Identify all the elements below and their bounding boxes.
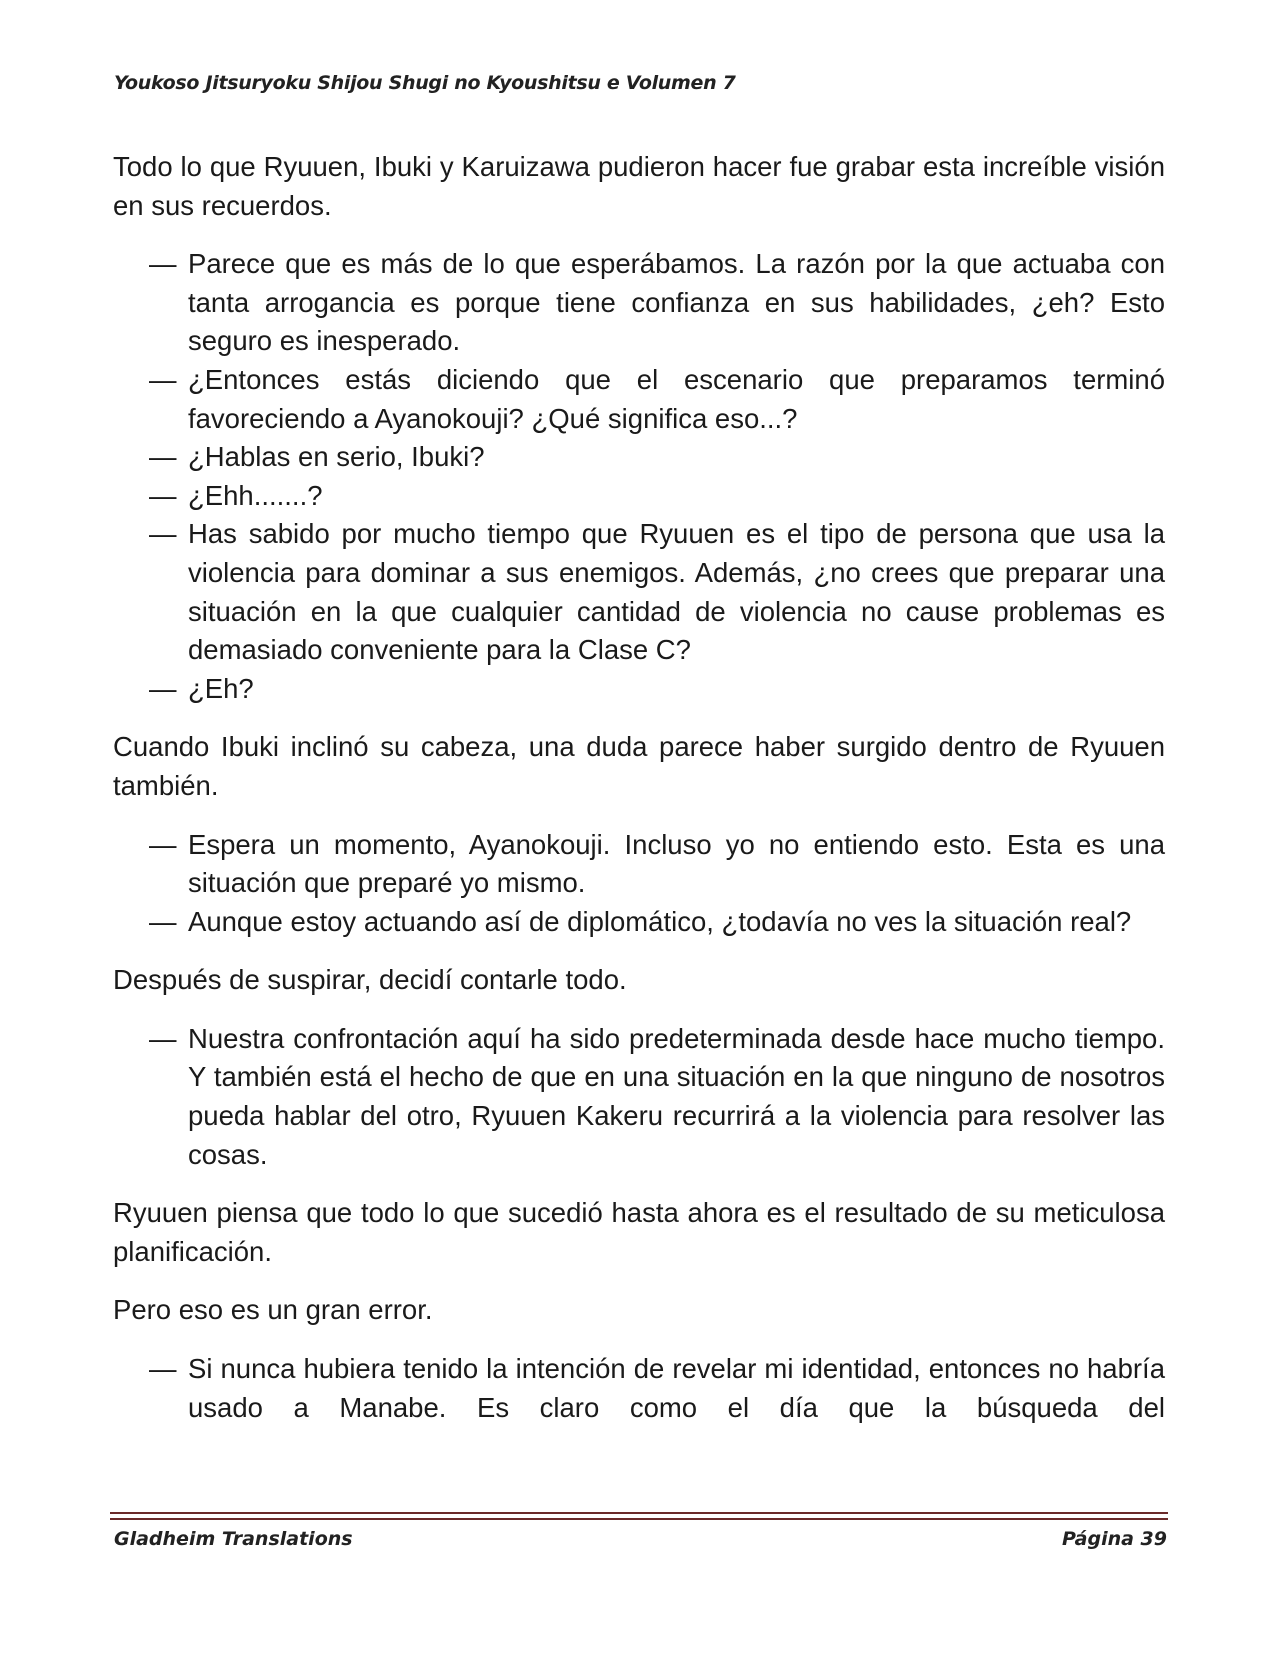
footer-rule [110,1512,1168,1520]
dialogue-dash: — [149,479,177,511]
dialogue-block [113,826,1165,942]
dialogue-line [149,1350,1165,1427]
dialogue-line [149,477,1165,516]
dialogue-text: Nuestra confrontación aquí ha sido predeterminada desde hace mucho tiempo. Y también está el hecho de que en una situación en la que ninguno de nosotros pueda hablar del otro, Ryuuen Kakeru recurrirá a la violencia para resolver las cosas. [188,1022,1165,1170]
dialogue-dash: — [149,672,177,704]
dialogue-dash: — [149,248,177,280]
dialogue-text: ¿Hablas en serio, Ibuki? [188,441,485,473]
dialogue-dash: — [149,1353,177,1385]
running-header: Youkoso Jitsuryoku Shijou Shugi no Kyoushitsu e Volumen 7 [114,72,736,94]
dialogue-line [149,1020,1165,1174]
dialogue-dash: — [149,518,177,550]
dialogue-line [149,438,1165,477]
paragraph: Todo lo que Ryuuen, Ibuki y Karuizawa pudieron hacer fue grabar esta increíble visión en sus recuerdos. [113,151,1165,221]
dialogue-line [149,903,1165,942]
dialogue-dash: — [149,905,177,937]
dialogue-line [149,245,1165,361]
dialogue-text: Has sabido por mucho tiempo que Ryuuen es el tipo de persona que usa la violencia para dominar a sus enemigos. Además, ¿no crees que preparar una situación en la que cualquier cantidad de violencia no cause problemas es demasiado conveniente para la Clase C? [188,518,1165,666]
dialogue-text: Parece que es más de lo que esperábamos. La razón por la que actuaba con tanta arrogancia es porque tiene confianza en sus habilidades, ¿eh? Esto seguro es inesperado. [188,248,1165,357]
dialogue-line [149,361,1165,438]
paragraph: Ryuuen piensa que todo lo que sucedió hasta ahora es el resultado de su meticulosa planificación. [113,1197,1165,1267]
dialogue-text: ¿Ehh.......? [188,479,323,511]
dialogue-line [149,670,1165,709]
dialogue-line [149,515,1165,669]
dialogue-text: ¿Entonces estás diciendo que el escenario que preparamos terminó favoreciendo a Ayanokouji? ¿Qué significa eso...? [188,363,1165,434]
page-number: Página 39 [1061,1528,1167,1550]
dialogue-dash: — [149,828,177,860]
paragraph: Cuando Ibuki inclinó su cabeza, una duda parece haber surgido dentro de Ryuuen también. [113,731,1165,801]
dialogue-line [149,826,1165,903]
dialogue-text: Espera un momento, Ayanokouji. Incluso yo no entiendo esto. Esta es una situación que preparé yo mismo. [188,828,1165,899]
dialogue-dash: — [149,1022,177,1054]
dialogue-block [113,245,1165,708]
dialogue-dash: — [149,441,177,473]
dialogue-block [113,1020,1165,1174]
dialogue-block [113,1350,1165,1427]
paragraph: Después de suspirar, decidí contarle todo. [113,964,627,996]
dialogue-text: ¿Eh? [188,672,254,704]
body-text [113,148,1165,1447]
footer-credit: Gladheim Translations [114,1528,353,1550]
dialogue-dash: — [149,363,177,395]
dialogue-text: Si nunca hubiera tenido la intención de revelar mi identidad, entonces no habría usado a Manabe. Es claro como el día que la búsqueda del [188,1353,1165,1423]
dialogue-text: Aunque estoy actuando así de diplomático, ¿todavía no ves la situación real? [188,905,1132,937]
paragraph: Pero eso es un gran error. [113,1294,433,1326]
